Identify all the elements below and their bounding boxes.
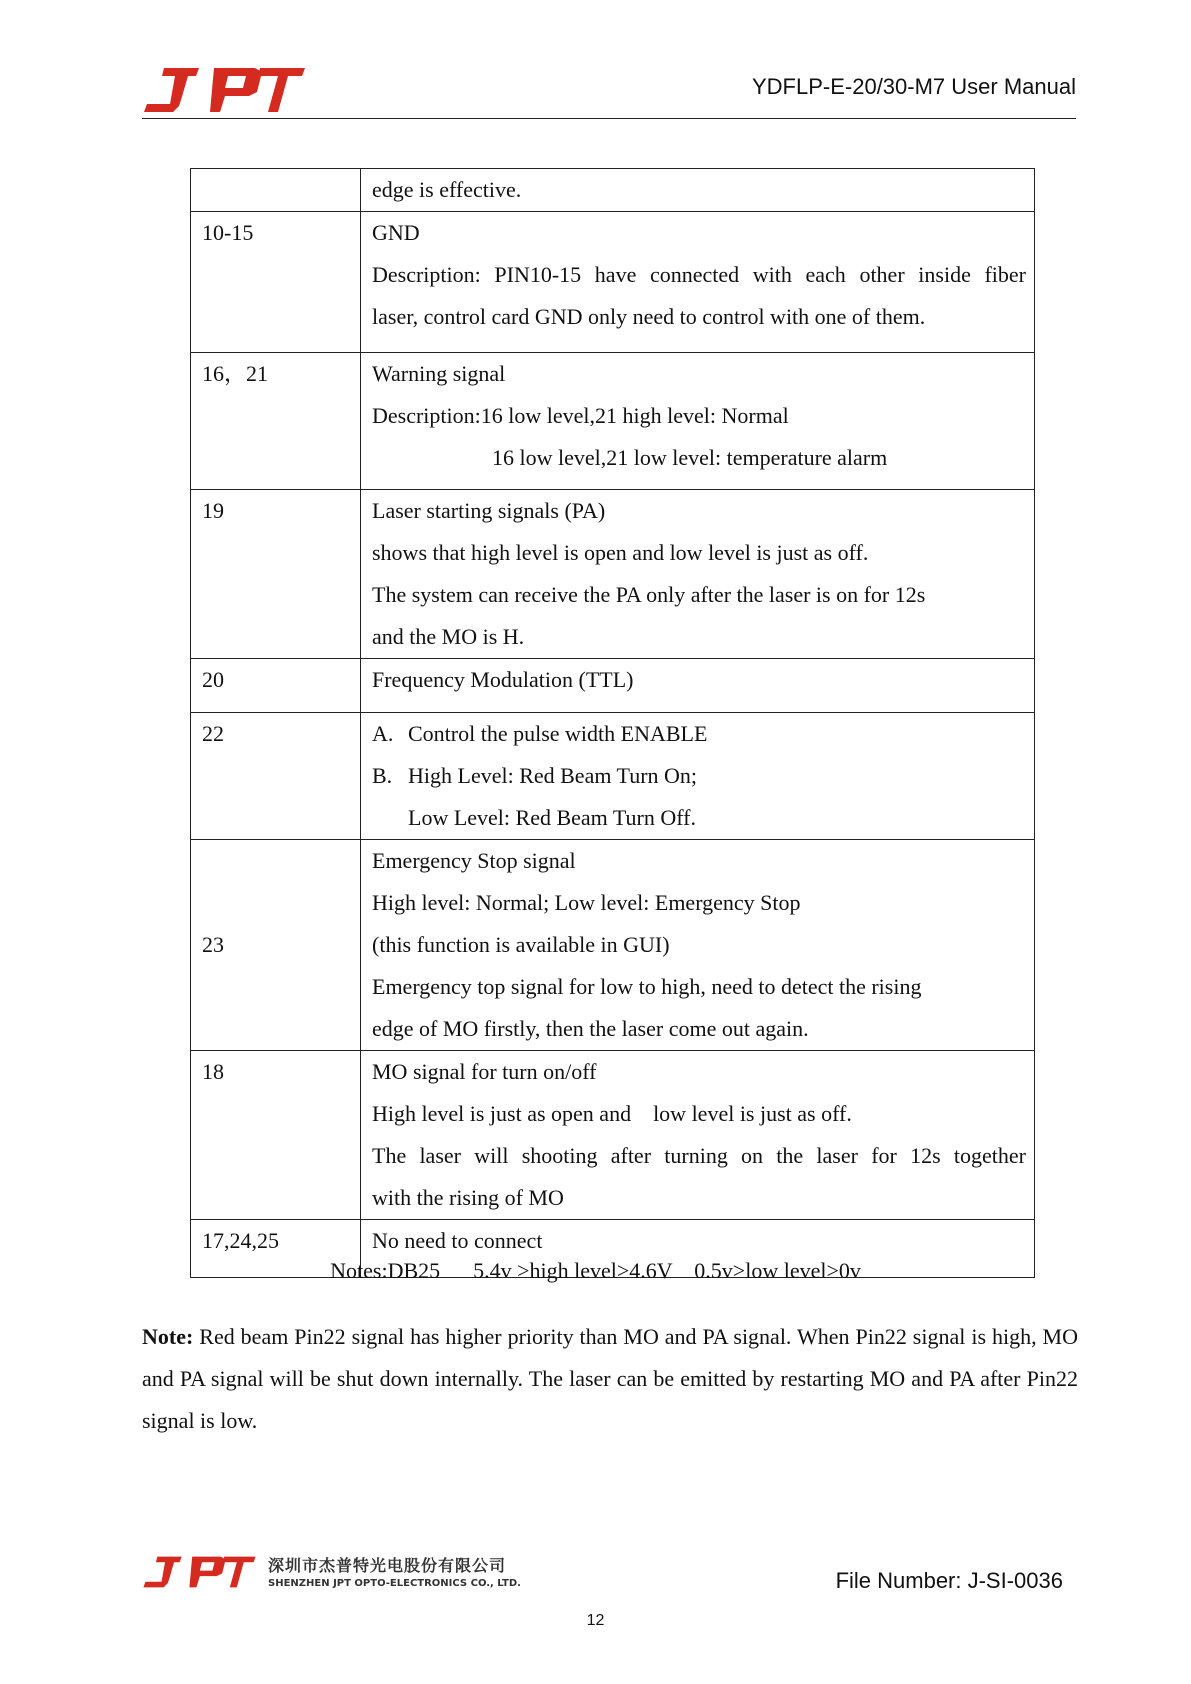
file-number: File Number: J-SI-0036 [835, 1568, 1063, 1593]
table-row [191, 353, 1035, 490]
table-row [191, 1051, 1035, 1220]
description-line: High level is just as open and low level is just as off. [372, 1101, 852, 1126]
description-cell [361, 353, 1035, 490]
description-line: The laser will shooting after turning on the laser for 12s together [372, 1143, 1026, 1168]
pin-table [190, 168, 1035, 1278]
description-line [372, 755, 1026, 797]
pin-cell [191, 169, 361, 212]
description-line: (this function is available in GUI) [372, 932, 670, 957]
list-marker: A. [372, 721, 394, 746]
jpt-footer-logo [142, 1555, 257, 1589]
table-row [191, 840, 1035, 1051]
description-line: No need to connect [372, 1228, 543, 1253]
list-marker: B. [372, 763, 393, 788]
description-line: 16 low level,21 low level: temperature alarm [492, 445, 888, 470]
description-line: Low Level: Red Beam Turn Off. [408, 805, 697, 830]
table-row [191, 713, 1035, 840]
pin-cell: 17,24,25 [191, 1220, 361, 1278]
description-line: Emergency Stop signal [372, 848, 576, 873]
document-title: YDFLP-E-20/30-M7 User Manual [751, 74, 1076, 99]
pin-cell: 18 [191, 1051, 361, 1220]
description-line: laser, control card GND only need to control with one of them. [372, 304, 926, 329]
note-label: Note: [142, 1324, 194, 1349]
description-line: Description: PIN10-15 have connected with each other inside fiber [372, 262, 1026, 287]
description-line: edge is effective. [372, 177, 522, 202]
description-cell [361, 212, 1035, 353]
description-line: Frequency Modulation (TTL) [372, 667, 634, 692]
description-line: Warning signal [372, 361, 506, 386]
table-row [191, 169, 1035, 212]
description-line: Description:16 low level,21 high level: Normal [372, 403, 789, 428]
description-line: MO signal for turn on/off [372, 1059, 597, 1084]
pin-cell: 20 [191, 659, 361, 713]
description-line: High level: Normal; Low level: Emergency Stop [372, 890, 801, 915]
table-row [191, 490, 1035, 659]
description-line: The system can receive the PA only after the laser is on for 12s [372, 582, 926, 607]
description-line: Laser starting signals (PA) [372, 498, 606, 523]
pin-cell: 23 [191, 840, 361, 1051]
description-cell [361, 713, 1035, 840]
company-name-cn: 深圳市杰普特光电股份有限公司 [268, 1556, 507, 1575]
description-cell [361, 1051, 1035, 1220]
description-line: Emergency top signal for low to high, need to detect the rising [372, 974, 922, 999]
description-cell [361, 840, 1035, 1051]
pin-cell: 10-15 [191, 212, 361, 353]
company-name [268, 1553, 521, 1589]
table-row [191, 659, 1035, 713]
note-paragraph [142, 1316, 1078, 1442]
description-cell [361, 169, 1035, 212]
jpt-logo [142, 66, 307, 114]
table-row [191, 212, 1035, 353]
list-text: High Level: Red Beam Turn On; [408, 763, 698, 788]
pin-cell: 22 [191, 713, 361, 840]
list-text: Control the pulse width ENABLE [408, 721, 708, 746]
pin-cell: 19 [191, 490, 361, 659]
page-number: 12 [586, 1612, 605, 1629]
description-line [372, 713, 1026, 755]
company-name-en: SHENZHEN JPT OPTO-ELECTRONICS CO., LTD. [268, 1578, 521, 1589]
description-line: with the rising of MO [372, 1185, 564, 1210]
note-text: Red beam Pin22 signal has higher priority than MO and PA signal. When Pin22 signal is high, MO and PA signal will be shut down internally. The laser can be emitted by restarting MO and PA after Pin22 signal is low. [142, 1324, 1078, 1433]
voltage-notes: Notes:DB25 5.4v >high level>4.6V 0.5v>low level>0v [330, 1258, 861, 1283]
pin-cell: 16，21 [191, 353, 361, 490]
description-cell [361, 659, 1035, 713]
description-line: shows that high level is open and low level is just as off. [372, 540, 869, 565]
description-line: GND [372, 220, 420, 245]
header-divider [142, 118, 1076, 119]
description-cell [361, 490, 1035, 659]
description-line: edge of MO firstly, then the laser come out again. [372, 1016, 809, 1041]
description-line: and the MO is H. [372, 624, 525, 649]
